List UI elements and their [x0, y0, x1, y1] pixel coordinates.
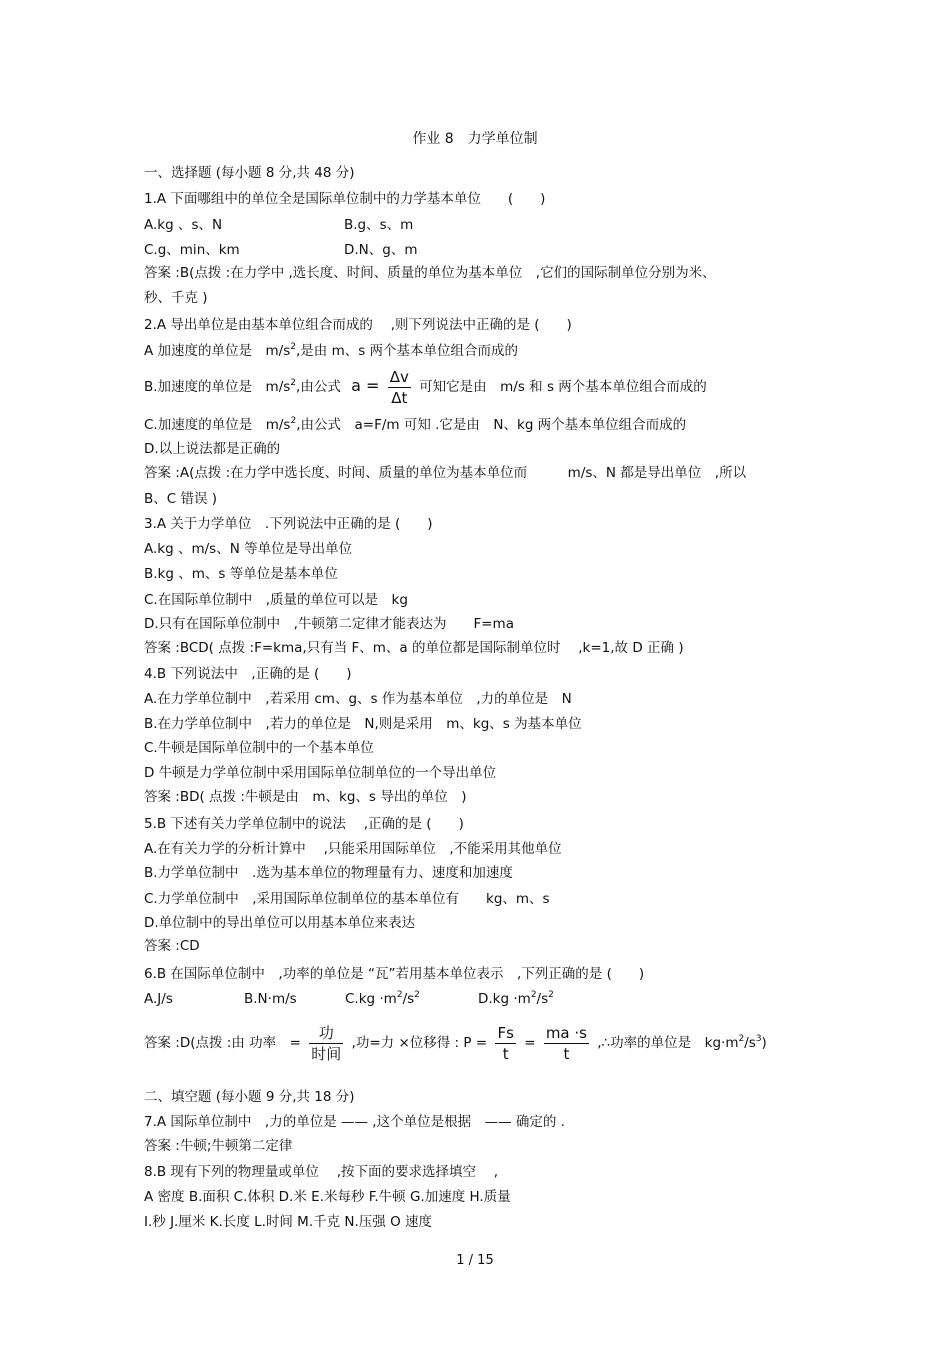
- q1-answer-line-2: 秒、千克 ): [144, 290, 208, 306]
- q2-option-a: [144, 342, 518, 360]
- q6-answer: [144, 1020, 767, 1066]
- q4-option-a: A.在力学单位制中 ,若采用 cm、g、s 作为基本单位 ,力的单位是 N: [144, 691, 572, 707]
- q2-b-text-3: 可知它是由 m/s 和 s 两个基本单位组合而成的: [419, 379, 707, 395]
- q3-option-d: D.只有在国际单位制中 ,牛顿第二定律才能表达为 F=ma: [144, 616, 514, 632]
- exponent: 2: [548, 990, 554, 1000]
- q6-answer-text-2: ,功=力 ×位移得 : P =: [351, 1035, 488, 1051]
- fraction-denominator: t: [563, 1044, 570, 1063]
- fraction-denominator: 时间: [311, 1044, 342, 1063]
- fraction-power: [309, 1023, 343, 1064]
- q2-a-text: A 加速度的单位是 m/s: [144, 343, 291, 359]
- question-6-stem: 6.B 在国际单位制中 ,功率的单位是 “瓦”若用基本单位表示 ,下列正确的是 ( ): [144, 966, 645, 982]
- question-1-stem: 1.A 下面哪组中的单位全是国际单位制中的力学基本单位 ( ): [144, 191, 546, 207]
- q2-option-b: [144, 364, 707, 409]
- q8-choices-line-2: I.秒 J.厘米 K.长度 L.时间 M.千克 N.压强 O 速度: [144, 1214, 432, 1230]
- question-8-stem: 8.B 现有下列的物理量或单位 ,按下面的要求选择填空 ,: [144, 1164, 499, 1180]
- q2-option-d: D.以上说法都是正确的: [144, 441, 281, 457]
- q3-option-c: C.在国际单位制中 ,质量的单位可以是 kg: [144, 592, 408, 608]
- exponent: 2: [290, 342, 296, 352]
- fraction-numerator: ma ·s: [545, 1023, 587, 1042]
- exponent: 3: [755, 1034, 762, 1044]
- fraction-numerator: Fs: [497, 1023, 514, 1042]
- q6-answer-text-4: /s: [744, 1035, 756, 1051]
- q2-b-text-2: ,由公式: [296, 379, 341, 395]
- q4-option-b: B.在力学单位制中 ,若力的单位是 N,则是采用 m、kg、s 为基本单位: [144, 716, 582, 732]
- q6-c-text: C.kg ·m: [345, 991, 397, 1007]
- q2-c-text: C.加速度的单位是 m/s: [144, 417, 291, 433]
- formula-a: a =: [351, 376, 380, 395]
- q6-option-a: A.J/s: [144, 991, 173, 1007]
- page-title: 作业 8 力学单位制: [412, 131, 538, 147]
- q6-d-text: D.kg ·m: [478, 991, 531, 1007]
- question-2-stem: 2.A 导出单位是由基本单位组合而成的 ,则下列说法中正确的是 ( ): [144, 317, 572, 333]
- exponent: 2: [290, 416, 297, 426]
- q5-option-c: C.力学单位制中 ,采用国际单位制单位的基本单位有 kg、m、s: [144, 891, 550, 907]
- question-3-stem: 3.A 关于力学单位 .下列说法中正确的是 ( ): [144, 516, 433, 532]
- q5-option-a: A.在有关力学的分析计算中 ,只能采用国际单位 ,不能采用其他单位: [144, 841, 562, 857]
- q2-answer-line-1: 答案 :A(点拨 :在力学中选长度、时间、质量的单位为基本单位而 m/s、N 都是导出单位 ,所以: [144, 465, 747, 481]
- q1-answer-line-1: 答案 :B(点拨 :在力学中 ,选长度、时间、质量的单位为基本单位 ,它们的国际制单位分别为米、: [144, 265, 716, 281]
- exponent: 2: [738, 1034, 745, 1044]
- q4-option-d: D 牛顿是力学单位制中采用国际单位制单位的一个导出单位: [144, 765, 497, 781]
- q5-option-b: B.力学单位制中 .选为基本单位的物理量有力、速度和加速度: [144, 865, 513, 881]
- fraction-dv-dt: [388, 367, 411, 408]
- exponent: 2: [396, 990, 403, 1000]
- q1-option-a: A.kg 、s、N: [144, 217, 223, 233]
- question-4-stem: 4.B 下列说法中 ,正确的是 ( ): [144, 666, 352, 682]
- section-heading-choice: 一、选择题 (每小题 8 分,共 48 分): [144, 165, 355, 181]
- q6-answer-text-5: ): [761, 1035, 767, 1051]
- equals-sign: =: [524, 1035, 536, 1051]
- q7-answer: 答案 :牛顿;牛顿第二定律: [144, 1138, 293, 1154]
- question-7-stem: 7.A 国际单位制中 ,力的单位是 —— ,这个单位是根据 —— 确定的 .: [144, 1114, 565, 1130]
- q5-option-d: D.单位制中的导出单位可以用基本单位来表达: [144, 915, 416, 931]
- q2-c-text-2: ,由公式 a=F/m 可知 .它是由 N、kg 两个基本单位组合而成的: [296, 417, 687, 433]
- q5-answer: 答案 :CD: [144, 938, 200, 954]
- q2-b-text: B.加速度的单位是 m/s: [144, 379, 291, 395]
- q3-answer: 答案 :BCD( 点拨 :F=kma,只有当 F、m、a 的单位都是国际制单位时 ,k=1,故 D 正确 ): [144, 640, 684, 656]
- q6-option-b: B.N·m/s: [244, 991, 297, 1007]
- q2-option-c: [144, 416, 686, 434]
- question-5-stem: 5.B 下述有关力学单位制中的说法 ,正确的是 ( ): [144, 816, 464, 832]
- q6-option-c: [345, 990, 420, 1008]
- fraction-fs-t: [495, 1023, 515, 1064]
- exponent: 2: [414, 990, 420, 1000]
- q6-d-text-2: /s: [536, 991, 549, 1007]
- q1-option-c: C.g、min、km: [144, 242, 240, 258]
- q3-option-a: A.kg 、m/s、N 等单位是导出单位: [144, 541, 353, 557]
- exponent: 2: [530, 990, 537, 1000]
- q6-answer-text-3: ,∴功率的单位是 kg·m: [597, 1035, 739, 1051]
- q6-option-d: [478, 990, 554, 1008]
- q3-option-b: B.kg 、m、s 等单位是基本单位: [144, 566, 338, 582]
- fraction-numerator: 功: [309, 1023, 343, 1044]
- fraction-denominator: t: [502, 1044, 509, 1063]
- fraction-numerator: Δv: [389, 367, 409, 386]
- exponent: 2: [290, 378, 297, 388]
- q1-option-b: B.g、s、m: [344, 217, 414, 233]
- q2-answer-line-2: B、C 错误 ): [144, 491, 218, 507]
- q4-option-c: C.牛顿是国际单位制中的一个基本单位: [144, 740, 374, 756]
- q2-a-text-2: ,是由 m、s 两个基本单位组合而成的: [296, 343, 519, 359]
- q6-c-text-2: /s: [402, 991, 415, 1007]
- q4-answer: 答案 :BD( 点拨 :牛顿是由 m、kg、s 导出的单位 ): [144, 789, 467, 805]
- q8-choices-line-1: A 密度 B.面积 C.体积 D.米 E.米每秒 F.牛顿 G.加速度 H.质量: [144, 1189, 511, 1205]
- q1-option-d: D.N、g、m: [344, 242, 418, 258]
- fraction-denominator: Δt: [391, 388, 408, 407]
- q6-answer-text: 答案 :D(点拨 :由 功率 =: [144, 1035, 301, 1051]
- page-number: 1 / 15: [456, 1253, 494, 1268]
- section-heading-fill: 二、填空题 (每小题 9 分,共 18 分): [144, 1089, 355, 1105]
- fraction-mas-t: [544, 1023, 589, 1064]
